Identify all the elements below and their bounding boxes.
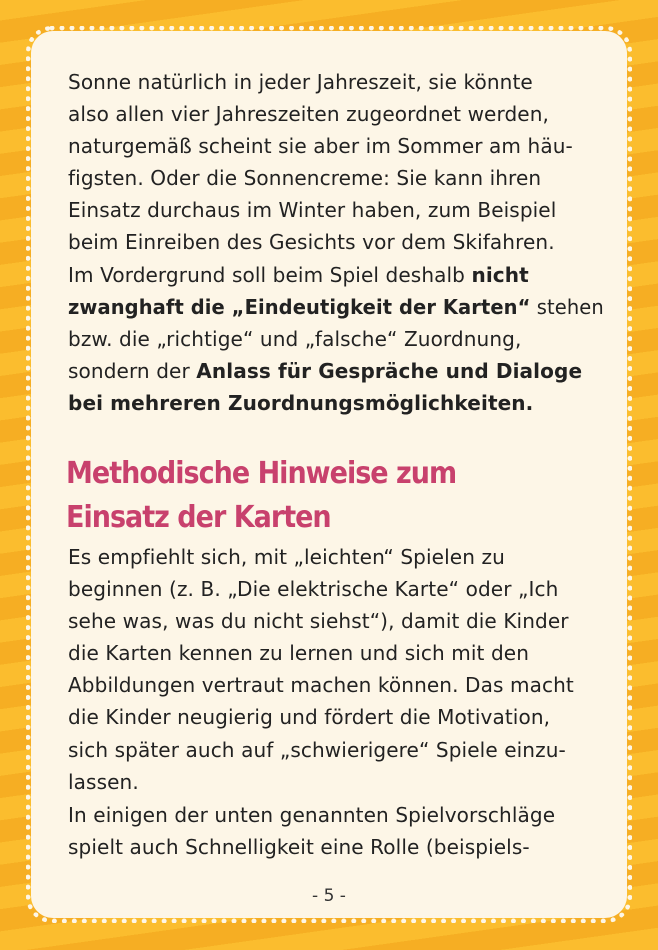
paragraph-speed [68,799,608,863]
heading-line: Methodische Hinweise zum [66,456,457,491]
text-line: In einigen der unten genannten Spielvorschläge [68,803,556,827]
text-line: die Kinder neugierig und fördert die Motivation, [68,705,551,730]
text-line: die Karten kennen zu lernen und sich mit den [68,641,530,666]
page-number: - 5 - [312,886,346,906]
text-line: sehe was, was du nicht siehst“), damit die Kinder [68,609,569,634]
text-line: bzw. die „richtige“ und „falsche“ Zuordnung, [68,326,522,351]
text-line [68,355,604,387]
text-line: also allen vier Jahreszeiten zugeordnet werden, [68,102,549,127]
text-run: sondern der [68,358,197,383]
paragraph-method [68,541,608,798]
text-line: spielt auch Schnelligkeit eine Rolle (beispiels- [68,835,530,860]
text-line: sich später auch auf „schwierigere“ Spiele einzu- [68,737,566,762]
bold-text: Anlass für Gespräche und Dialoge [196,358,583,383]
text-line: beim Einreiben des Gesichts vor dem Skifahren. [68,230,555,255]
text-line: Einsatz durchaus im Winter haben, zum Beispiel [68,198,557,223]
text-line: Abbildungen vertraut machen können. Das macht [68,673,574,698]
section-heading [66,452,557,540]
paragraph-seasons [68,66,608,419]
text-line: Es empfiehlt sich, mit „leichten“ Spielen zu [68,545,505,569]
text-run: stehen [530,294,604,319]
text-run: Im Vordergrund soll beim Spiel deshalb [68,262,472,287]
text-line: figsten. Oder die Sonnencreme: Sie kann ihren [68,166,542,191]
text-line: Sonne natürlich in jeder Jahreszeit, sie könnte [68,70,533,94]
text-line: naturgemäß scheint sie aber im Sommer am häu- [68,134,573,159]
text-line: beginnen (z. B. „Die elektrische Karte“ oder „Ich [68,577,559,602]
heading-line: Einsatz der Karten [66,500,331,535]
text-line: bei mehreren Zuordnungsmöglichkeiten. [68,390,534,415]
content-card [31,31,627,918]
bold-text: zwanghaft die „Eindeutigkeit der Karten“ [68,294,531,319]
text-line [68,291,604,323]
bold-text: nicht [471,262,529,287]
text-line [68,259,604,291]
text-line: lassen. [68,769,139,794]
